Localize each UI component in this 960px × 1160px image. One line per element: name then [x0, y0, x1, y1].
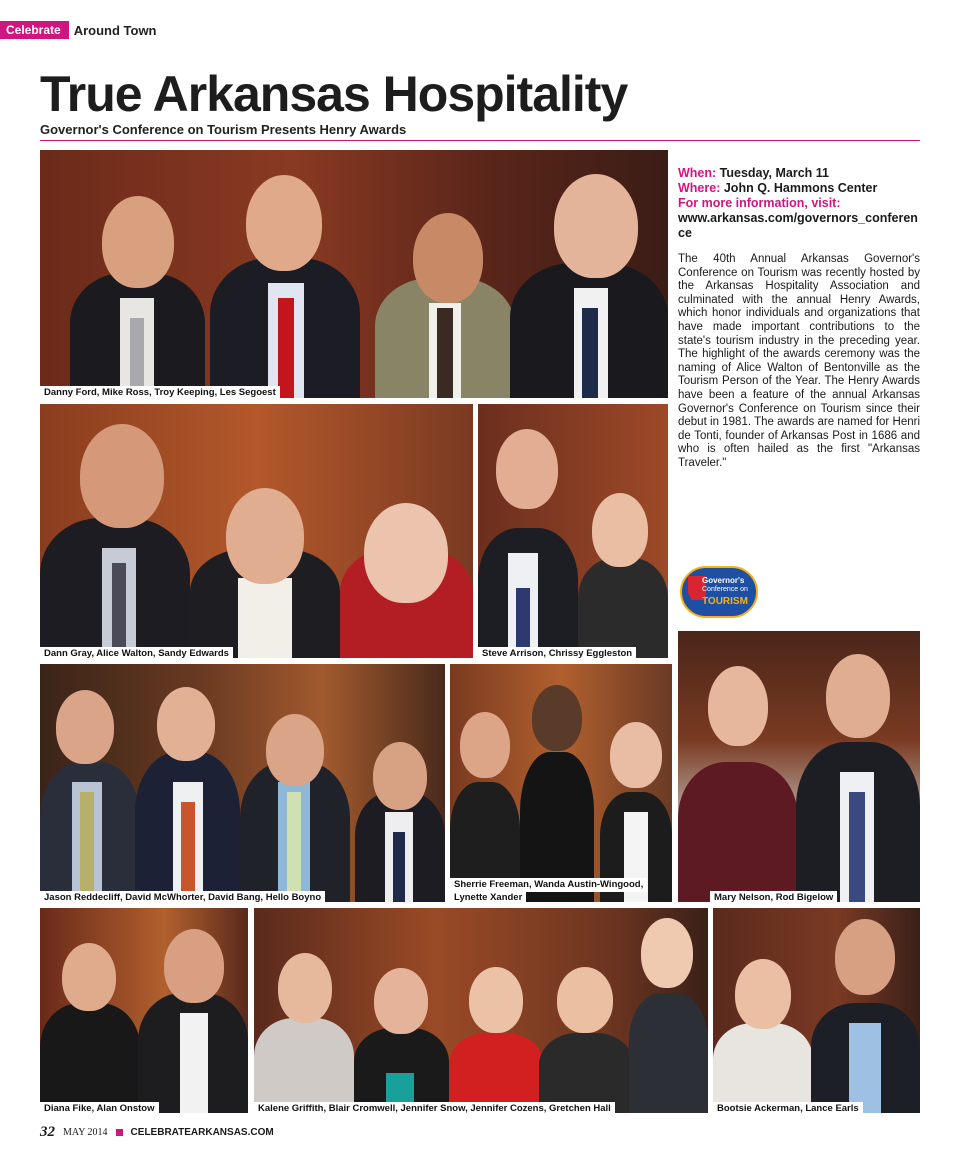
caption-photo-6: Mary Nelson, Rod Bigelow — [710, 891, 837, 905]
caption-photo-1: Danny Ford, Mike Ross, Troy Keeping, Les Segoest — [40, 386, 280, 400]
article-body: The 40th Annual Arkansas Governor's Conference on Tourism was recently hosted by the Arkansas Hospitality Association and culminated with the annual Henry Awards, which honor individuals and organizations that have made important contributions to the state's tourism industry in the preceding year. The highlight of the awards ceremony was the naming of Alice Walton of Bentonville as the Tourism Person of the Year. The Henry Awards have been a feature of the annual Arkansas Governor's Conference on Tourism since their debut in 1981. The awards are named for Henri de Tonti, founder of Arkansas Post in 1686 and who is often hailed as the first "Arkansas Traveler." — [678, 253, 920, 469]
photo-group-2 — [40, 404, 473, 658]
photo-group-7 — [40, 908, 248, 1113]
issue-month: MAY 2014 — [63, 1127, 108, 1138]
divider — [40, 140, 920, 141]
photo-group-6 — [678, 631, 920, 902]
caption-photo-2: Dann Gray, Alice Walton, Sandy Edwards — [40, 647, 233, 661]
photo-group-4 — [40, 664, 445, 902]
caption-photo-3: Steve Arrison, Chrissy Eggleston — [478, 647, 636, 661]
photo-group-1 — [40, 150, 668, 398]
headline: True Arkansas Hospitality — [40, 66, 628, 122]
caption-photo-8: Kalene Griffith, Blair Cromwell, Jennifer Snow, Jennifer Cozens, Gretchen Hall — [254, 1102, 615, 1116]
caption-photo-5a: Sherrie Freeman, Wanda Austin-Wingood, — [450, 878, 647, 892]
site-link[interactable]: CELEBRATEARKANSAS.COM — [130, 1127, 274, 1138]
subhead: Governor's Conference on Tourism Presents Henry Awards — [40, 122, 407, 137]
section-pill: Celebrate — [0, 21, 69, 39]
section-label: Around Town — [73, 22, 157, 38]
governors-conference-logo: Governor's Conference on TOURISM — [680, 566, 758, 618]
page-number: 32 — [40, 1124, 55, 1140]
photo-group-9 — [713, 908, 920, 1113]
event-info — [678, 166, 920, 471]
caption-photo-5b: Lynette Xander — [450, 891, 526, 905]
caption-photo-7: Diana Fike, Alan Onstow — [40, 1102, 159, 1116]
info-when: When: Tuesday, March 11 — [678, 166, 829, 180]
info-url-link[interactable]: www.arkansas.com/governors_conference — [678, 211, 918, 240]
photo-group-3 — [478, 404, 668, 658]
info-more: For more information, visit: — [678, 196, 841, 210]
info-where: Where: John Q. Hammons Center — [678, 181, 878, 195]
section-tag — [0, 21, 157, 39]
photo-group-5 — [450, 664, 672, 902]
caption-photo-4: Jason Reddecliff, David McWhorter, David Bang, Hello Boyno — [40, 891, 325, 905]
footer-square-icon — [116, 1129, 123, 1136]
photo-group-8 — [254, 908, 708, 1113]
page-footer — [40, 1124, 274, 1141]
caption-photo-9: Bootsie Ackerman, Lance Earls — [713, 1102, 863, 1116]
